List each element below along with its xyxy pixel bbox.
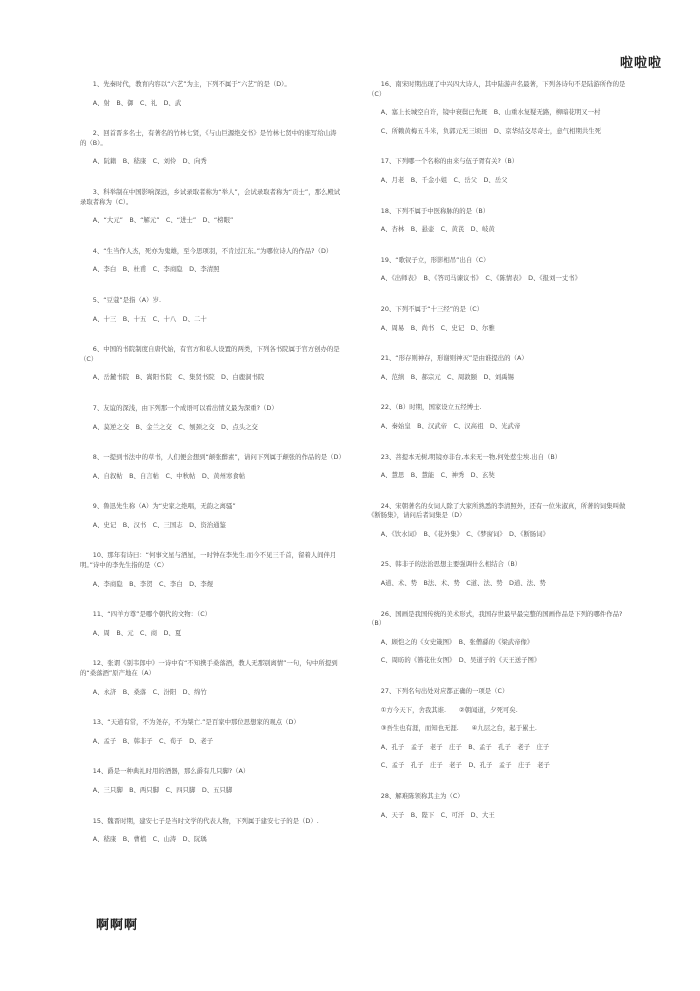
page-footer-label: 啊啊啊 xyxy=(96,918,139,933)
question-text: 7、友谊的深浅，由下列那一个成语可以看出情义最为深重?（D） xyxy=(80,403,278,412)
answer-options: C、孟子 孔子 庄子 老子 D、孔子 孟子 庄子 老子 xyxy=(368,761,550,770)
answer-options: A、李商隐 B、李贺 C、李白 D、李煜 xyxy=(80,579,214,588)
answer-options: A、范缜 B、郝宗元 C、周敦颐 D、刘禹锡 xyxy=(368,372,514,381)
question-text: 14、爵是一种典礼时用的酒器，那么爵有几只脚?（A） xyxy=(80,767,250,776)
question-text: 5、“豆蔻”是指（A）岁. xyxy=(80,295,161,304)
question-text: 19、“歌钗子立，形影相吊”出自（C） xyxy=(368,255,490,264)
question-text: 27、下列名句出处对应都正确的一项是（C） xyxy=(368,687,509,696)
question-column-right xyxy=(368,80,630,841)
question-text: 25、韩非子的法治思想主要强调什么相结合（B） xyxy=(368,560,522,569)
answer-options: A、《饮水词》 B、《花外集》 C、《梦窗词》 D、《断肠词》 xyxy=(368,529,550,538)
answer-options: A、自叙帖 B、自言帖 C、中秋帖 D、黄州寒食帖 xyxy=(80,471,246,480)
answer-options: A、《出师表》 B、《答司马谏议书》 C、《陈情表》 D、《报刘一丈书》 xyxy=(368,274,582,283)
question-text: 23、菩提本无树,明镜亦非台,本来无一物,何处惹尘埃.出自（B） xyxy=(368,452,562,461)
answer-options: A、周 B、元 C、商 D、夏 xyxy=(80,628,182,637)
answer-options: A、杏林 B、悬壶 C、黄芪 D、岐黄 xyxy=(368,225,495,234)
answer-options: A、三只脚 B、两只脚 C、四只脚 D、五只脚 xyxy=(80,786,233,794)
question-text: 9、鲁迅先生称（A）为“史家之绝唱，无韵之离骚” xyxy=(80,502,236,511)
question-text: 4、“生当作人杰，死亦为鬼雄，至今思项羽，不肯过江东。”为哪位诗人的作品?（D） xyxy=(80,246,333,255)
answer-options: A、莫逆之交 B、金兰之交 C、刎颈之交 D、点头之交 xyxy=(80,422,258,431)
answer-options: A、月老 B、千金小姐 C、岳父 D、岳父 xyxy=(368,175,508,184)
answer-options: A、岳麓书院 B、嵩阳书院 C、集贤书院 D、白鹿洞书院 xyxy=(80,373,265,382)
answer-options: A、周易 B、尚书 C、史记 D、尔雅 xyxy=(368,323,495,332)
question-text: 17、下列哪一个名称的由来与伍子胥有关?（B） xyxy=(368,157,519,166)
answer-options: A、顾恺之的《女史箴图》 B、张僧繇的《梁武帝像》 xyxy=(368,637,534,646)
answer-options: C、所赖黄梅五斗米，负郭元无三顷田 D、京华结交尽奇士，意气相期共生死 xyxy=(368,126,602,135)
question-text: 6、中国的书院制度自唐代始，有官方和私人设置的两类，下列各书院属于官方创办的是（C） xyxy=(80,345,340,363)
question-text: 18、下列不属于中医称脉的的是（B） xyxy=(368,206,490,215)
question-text: 26、国画是我国传统的美术形式，我国存世最早最完整的国画作品是下列的哪件作品?（B） xyxy=(368,609,623,628)
answer-options: A、塞上长城空自许，镜中衰鬓已先斑 B、山重水复疑无路，柳暗花明又一村 xyxy=(368,108,601,117)
answer-options: A、孟子 B、韩非子 C、荀子 D、老子 xyxy=(80,736,214,745)
answer-options: C、周昉的《簪花仕女图》 D、吴道子的《天王送子图》 xyxy=(368,656,541,665)
question-text: 2、回首晋多名士，有著名的竹林七贤，《与山巨源绝交书》是竹林七贤中的谁写给山涛的（B）。 xyxy=(80,129,337,147)
question-text: 24、宋朝著名的女词人除了大家所熟悉的李清照外，还有一位朱淑真，所著的词集叫做《断肠集》，请问后者词集是（D） xyxy=(368,501,626,520)
question-text: 21、“形存则神存，形谢则神灭”是由谁提出的（A） xyxy=(368,354,528,363)
question-text: 11、“四羊方尊”是哪个朝代的文物：（C） xyxy=(80,610,212,619)
question-text: 10、那年有诗曰：“何事文星与酒星，一时钟在李先生.而今不见三千首，留着人间伴月明。”诗中的李先生指的是（C） xyxy=(80,551,337,570)
answer-options: ①方今天下，舍我其谁. ②朝闻道，夕死可矣. xyxy=(368,705,518,714)
answer-options: A、史记 B、汉书 C、三国志 D、资治通鉴 xyxy=(80,520,226,529)
answer-options: A、“大元” B、“解元” C、“进士” D、“榜眼” xyxy=(80,216,234,225)
answer-options: A道、术、势 B法、术、势 C道、法、势 D道、法、势 xyxy=(368,579,546,588)
question-text: 12、张谓《别韦郎中》一诗中有“不知携手桑落酒，教人无那别离情”一句，句中所提到的“桑落酒”原产地在（A） xyxy=(80,659,338,678)
answer-options: ③吾生也有涯，而知也无涯. ④九层之台，起于累土. xyxy=(368,724,537,733)
question-text: 16、南宋时期出现了中兴四大诗人，其中陆游声名最著，下列各诗句不是陆游所作的是（C） xyxy=(368,80,626,98)
answer-options: A、十三 B、十五 C、十八 D、二十 xyxy=(80,314,207,323)
question-column-left xyxy=(80,80,345,866)
page-header-label: 啦啦啦 xyxy=(619,56,662,71)
question-text: 20、下列不属于“十三经”的是（C） xyxy=(368,304,484,313)
answer-options: A、慧思 B、慧能 C、神秀 D、玄奘 xyxy=(368,471,495,480)
question-text: 22、（B）时期，国家设立五经博士. xyxy=(368,403,482,412)
question-text: 28、解难陈领称其主为（C） xyxy=(368,792,464,800)
answer-options: A、永济 B、桑落 C、汾阳 D、绵竹 xyxy=(80,687,207,696)
question-text: 3、科举制在中国影响深远，乡试录取者称为“举人”，会试录取者称为“贡士”，那么殿试录取者称为（C）。 xyxy=(80,187,341,206)
answer-options: A、秦始皇 B、汉武帝 C、汉高祖 D、光武帝 xyxy=(368,421,521,430)
answer-options: A、嵇康 B、曹植 C、山涛 D、阮瑀 xyxy=(80,835,207,844)
answer-options: A、天子 B、陛下 C、可汗 D、大王 xyxy=(368,810,495,819)
question-text: 1、先秦时代，教育内容以“六艺”为主，下列不属于“六艺”的是（D）。 xyxy=(80,80,291,88)
question-text: 13、“天道有常，不为尧存，不为桀亡.”是百家中那位思想家的观点（D） xyxy=(80,718,300,727)
answer-options: A、李白 B、杜甫 C、李商隐 D、李清照 xyxy=(80,265,220,274)
question-text: 15、魏晋时期，建安七子是当时文学的代表人物，下列属于建安七子的是（D）. xyxy=(80,816,319,825)
question-text: 8、一提到书法中的草书，人们便会想到“颠张醉素”，请问下列属于颠张的作品的是（D） xyxy=(80,453,345,462)
answer-options: A、射 B、御 C、礼 D、武 xyxy=(80,98,182,107)
answer-options: A、阮籍 B、嵇康 C、刘伶 D、向秀 xyxy=(80,157,207,166)
answer-options: A、孔子 孟子 老子 庄子 B、孟子 孔子 老子 庄子 xyxy=(368,742,550,751)
